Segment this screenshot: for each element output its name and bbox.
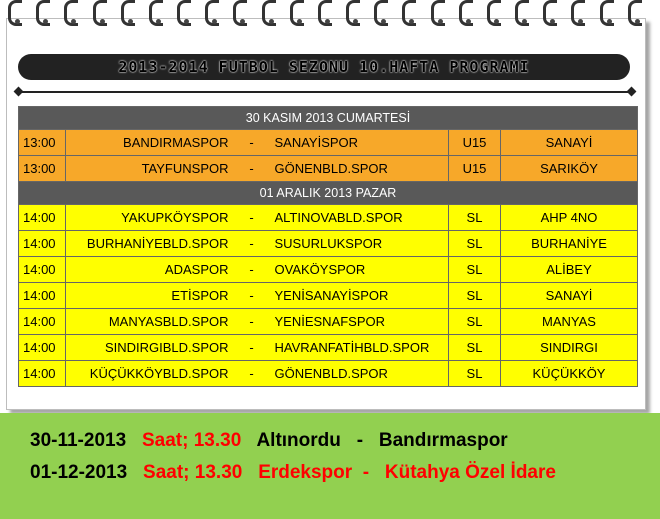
spiral-ring [36,0,50,26]
spiral-ring [64,0,78,26]
away-team-cell: OVAKÖYSPOR [271,257,449,283]
match-time-cell: 14:00 [19,205,66,231]
home-team-cell: MANYASBLD.SPOR [66,309,233,335]
match-time-cell: 14:00 [19,361,66,387]
match-time-cell: 14:00 [19,257,66,283]
match-separator: - [356,430,364,451]
venue-cell: SANAYİ [501,130,638,156]
venue-cell: SANAYİ [501,283,638,309]
category-cell: SL [449,283,501,309]
spiral-ring [543,0,557,26]
title-banner [18,54,630,80]
table-row [19,257,638,283]
category-cell: SL [449,231,501,257]
venue-cell: AHP 4NO [501,205,638,231]
spiral-ring [374,0,388,26]
category-cell: SL [449,257,501,283]
venue-cell: BURHANİYE [501,231,638,257]
home-team-cell: BURHANİYEBLD.SPOR [66,231,233,257]
venue-cell: ALİBEY [501,257,638,283]
spiral-ring [628,0,642,26]
schedule-table [18,106,638,387]
match-date: 30-11-2013 [30,430,127,451]
away-team-cell: ALTINOVABLD.SPOR [271,205,449,231]
day-header: 30 KASIM 2013 CUMARTESİ [19,107,638,130]
versus-dash: - [233,283,271,309]
match-time-cell: 14:00 [19,309,66,335]
spiral-ring [346,0,360,26]
featured-match [30,430,508,452]
home-team-cell: TAYFUNSPOR [66,156,233,182]
spiral-ring [402,0,416,26]
home-team-cell: ADASPOR [66,257,233,283]
away-team-cell: YENİSANAYİSPOR [271,283,449,309]
venue-cell: SINDIRGI [501,335,638,361]
versus-dash: - [233,205,271,231]
spiral-ring [515,0,529,26]
match-team-2: Kütahya Özel İdare [384,462,556,483]
match-separator: - [362,462,370,483]
home-team-cell: YAKUPKÖYSPOR [66,205,233,231]
spiral-ring [177,0,191,26]
title-divider [18,91,632,93]
away-team-cell: SUSURLUKSPOR [271,231,449,257]
home-team-cell: SINDIRGIBLD.SPOR [66,335,233,361]
versus-dash: - [233,309,271,335]
featured-match [30,462,556,484]
away-team-cell: SANAYİSPOR [271,130,449,156]
table-row [19,335,638,361]
table-row [19,231,638,257]
away-team-cell: GÖNENBLD.SPOR [271,156,449,182]
spiral-ring [431,0,445,26]
spiral-ring [318,0,332,26]
spiral-ring [8,0,22,26]
category-cell: SL [449,309,501,335]
category-cell: SL [449,335,501,361]
category-cell: U15 [449,130,501,156]
category-cell: SL [449,205,501,231]
spiral-ring [93,0,107,26]
match-time-cell: 13:00 [19,156,66,182]
spiral-ring [290,0,304,26]
table-row [19,361,638,387]
spiral-ring [571,0,585,26]
venue-cell: SARIKÖY [501,156,638,182]
table-row [19,205,638,231]
match-date: 01-12-2013 [30,462,128,483]
spiral-ring [487,0,501,26]
match-time-cell: 14:00 [19,335,66,361]
match-team-1: Erdekspor [258,462,353,483]
spiral-ring [149,0,163,26]
match-time-cell: 14:00 [19,231,66,257]
match-team-1: Altınordu [256,430,341,451]
away-team-cell: HAVRANFATİHBLD.SPOR [271,335,449,361]
away-team-cell: YENİESNAFSPOR [271,309,449,335]
match-time: Saat; 13.30 [143,462,243,483]
match-time: Saat; 13.30 [142,430,242,451]
spiral-ring [600,0,614,26]
table-row [19,130,638,156]
category-cell: SL [449,361,501,387]
table-row [19,283,638,309]
spiral-ring [459,0,473,26]
spiral-ring [121,0,135,26]
venue-cell: KÜÇÜKKÖY [501,361,638,387]
versus-dash: - [233,130,271,156]
day-header-row [19,182,638,205]
versus-dash: - [233,231,271,257]
match-time-cell: 13:00 [19,130,66,156]
spiral-binding [8,0,642,34]
table-row [19,309,638,335]
spiral-ring [262,0,276,26]
match-team-2: Bandırmaspor [378,430,508,451]
away-team-cell: GÖNENBLD.SPOR [271,361,449,387]
versus-dash: - [233,156,271,182]
day-header-row [19,107,638,130]
versus-dash: - [233,335,271,361]
day-header: 01 ARALIK 2013 PAZAR [19,182,638,205]
home-team-cell: ETİSPOR [66,283,233,309]
spiral-ring [205,0,219,26]
versus-dash: - [233,257,271,283]
page-title: 2013-2014 FUTBOL SEZONU 10.HAFTA PROGRAMI [118,58,530,76]
home-team-cell: BANDIRMASPOR [66,130,233,156]
venue-cell: MANYAS [501,309,638,335]
category-cell: U15 [449,156,501,182]
home-team-cell: KÜÇÜKKÖYBLD.SPOR [66,361,233,387]
spiral-ring [233,0,247,26]
match-time-cell: 14:00 [19,283,66,309]
table-row [19,156,638,182]
versus-dash: - [233,361,271,387]
